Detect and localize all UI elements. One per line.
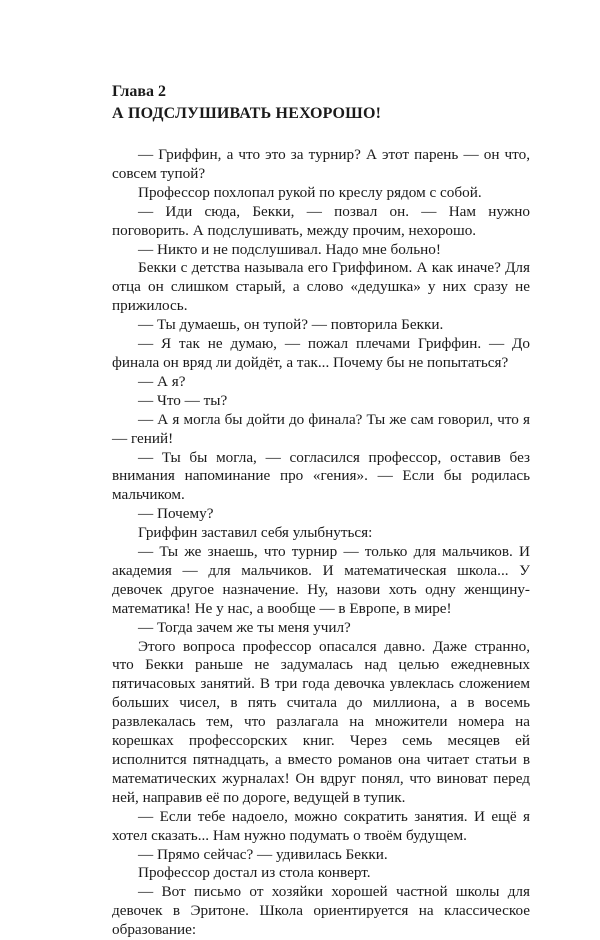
paragraph: — Почему?: [138, 505, 214, 523]
paragraph: — Ты думаешь, он тупой? — повторила Бекки.: [138, 316, 444, 334]
paragraph: Этого вопроса профессор опасался давно. Даже странно, что Бекки раньше не задумалась над целью ежедневных пятичасовых занятий. В три года девочка увлеклась сложением больших чисел, в пять считала до миллиона, а в восемь развлекалась тем, что разлагала на множители номера на корешках профессорских книг. Через семь месяцев ей исполнится пятнадцать, а вместо романов она читает статьи в математических журналах! Он вдруг понял, что виноват перед ней, направив её по дороге, ведущей в тупик.: [112, 637, 530, 806]
paragraph: — А я могла бы дойти до финала? Ты же сам говорил, что я — гений!: [112, 410, 530, 447]
paragraph: — Что — ты?: [138, 391, 228, 409]
paragraph: — Прямо сейчас? — удивилась Бекки.: [138, 845, 388, 863]
paragraph: Профессор достал из стола конверт.: [138, 864, 371, 882]
paragraph: — Тогда зачем же ты меня учил?: [138, 618, 351, 636]
paragraph: — Иди сюда, Бекки, — позвал он. — Нам нужно поговорить. А подслушивать, между прочим, нехорошо.: [112, 202, 530, 239]
page-content: [112, 82, 530, 940]
paragraph: — Вот письмо от хозяйки хорошей частной школы для девочек в Эритоне. Школа ориентируется на классическое образование:: [112, 883, 530, 939]
paragraph: Бекки с детства называла его Гриффином. А как иначе? Для отца он слишком старый, а слово «дедушка» у них сразу не прижилось.: [112, 259, 530, 315]
paragraph: — Ты же знаешь, что турнир — только для мальчиков. И академия — для мальчиков. И математическая школа... У девочек другое назначение. Ну, назови хоть одну женщину-математика! Не у нас, а вообще — в Европе, в мире!: [112, 543, 530, 617]
paragraph: — А я?: [138, 372, 186, 390]
paragraph: — Никто и не подслушивал. Надо мне больно!: [138, 240, 441, 258]
paragraph: — Я так не думаю, — пожал плечами Гриффин. — До финала он вряд ли дойдёт, а так... Почему бы не попытаться?: [112, 335, 530, 371]
chapter-title: А ПОДСЛУШИВАТЬ НЕХОРОШО!: [112, 105, 382, 122]
paragraph: — Гриффин, а что это за турнир? А этот парень — он что, совсем тупой?: [112, 146, 530, 182]
body-text: [112, 146, 530, 940]
chapter-label: Глава 2: [112, 83, 166, 100]
paragraph: — Ты бы могла, — согласился профессор, оставив без внимания напоминание про «гения». — Если бы родилась мальчиком.: [112, 448, 530, 504]
paragraph: Гриффин заставил себя улыбнуться:: [138, 524, 373, 542]
paragraph: — Если тебе надоело, можно сократить занятия. И ещё я хотел сказать... Нам нужно подумать о твоём будущем.: [112, 807, 530, 844]
paragraph: Профессор похлопал рукой по креслу рядом с собой.: [138, 183, 482, 201]
